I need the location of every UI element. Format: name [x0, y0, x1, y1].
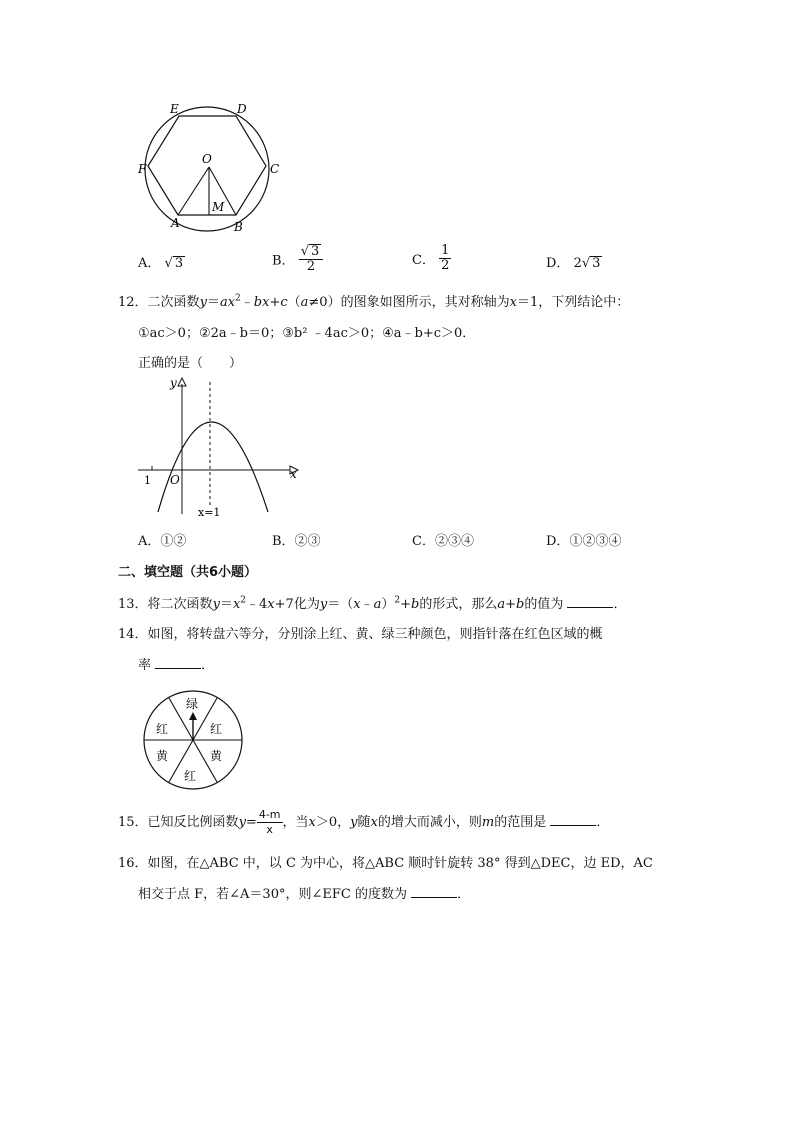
label-F: F [138, 162, 147, 176]
q11-option-c[interactable]: C． $\frac{1}{2}$ [412, 243, 450, 273]
sector-top: 绿 [186, 697, 199, 711]
hexagon-circle-figure [130, 95, 290, 240]
q13-answer-blank[interactable] [567, 595, 613, 608]
label-D: D [237, 102, 247, 116]
sector-bottom-right: 黄 [210, 749, 223, 763]
label-E: E [170, 102, 179, 116]
origin-label: O [170, 473, 180, 487]
q11-option-d[interactable]: D． 2√ 3 [546, 256, 601, 271]
spinner-pointer-head [189, 712, 197, 720]
label-M: M [212, 200, 225, 214]
q11-option-a[interactable]: A． √ 3 [138, 256, 184, 271]
x-label: x [290, 467, 297, 481]
symmetry-label: x=1 [198, 506, 221, 519]
sector-bottom-left: 黄 [156, 749, 169, 763]
tick-label: 1 [144, 474, 151, 487]
q14-text-cont: 率 ． [138, 658, 215, 673]
q15-text: 15．已知反比例函数y= $\frac{4-m}{x}$ ，当x＞0，y随x的增大而减小，则m的范围是 ． [118, 808, 610, 836]
q11-option-b[interactable]: B． $\frac{√ 3}{2}$ [272, 244, 323, 274]
q16-text: 16．如图，在△ABC 中，以 C 为中心，将△ABC 顺时针旋转 38° 得到△DEC，边 ED，AC [118, 856, 653, 871]
circumcircle [145, 107, 269, 231]
q12-conclusions: ①ac＞0；②2a﹣b＝0；③b² ﹣4ac＞0；④a﹣b+c＞0． [138, 326, 476, 341]
q16-answer-blank[interactable] [411, 885, 457, 898]
y-label: y [170, 376, 177, 390]
label-O: O [202, 152, 212, 166]
sector-top-right: 红 [210, 722, 223, 736]
q12-option-a[interactable]: A．①② [138, 534, 187, 549]
label-A: A [171, 216, 180, 230]
parabola-curve [158, 422, 268, 512]
q13-text: 13．将二次函数$y=x^2﹣4x+7$化为y＝（x﹣a）$^2$+b的形式，那么a+b的值为 ． [118, 595, 627, 612]
q12-option-c[interactable]: C．②③④ [412, 534, 474, 549]
q16-text-cont: 相交于点 F，若∠A＝30°，则∠EFC 的度数为 ． [138, 887, 471, 902]
q12-option-b[interactable]: B．②③ [272, 534, 321, 549]
parabola-graph [130, 372, 310, 522]
segment-OA [178, 167, 209, 215]
label-C: C [270, 162, 280, 176]
q14-text: 14．如图，将转盘六等分，分别涂上红、黄、绿三种颜色，则指针落在红色区域的概 [118, 627, 603, 642]
q14-answer-blank[interactable] [155, 656, 201, 669]
q15-answer-blank[interactable] [550, 813, 596, 826]
sector-bottom: 红 [184, 769, 197, 783]
sector-top-left: 红 [156, 722, 169, 736]
spinner-figure [140, 688, 246, 792]
q12-stem: 12．二次函数$y=ax^2﹣bx+c(a\ne 0)$的图象如图所示，其对称轴为x＝1，下列结论中： [118, 293, 630, 310]
q12-ask: 正确的是（ ） [138, 356, 243, 371]
section-title: 二、填空题（共6小题） [118, 565, 258, 580]
q12-option-d[interactable]: D．①②③④ [546, 534, 622, 549]
label-B: B [234, 220, 243, 234]
